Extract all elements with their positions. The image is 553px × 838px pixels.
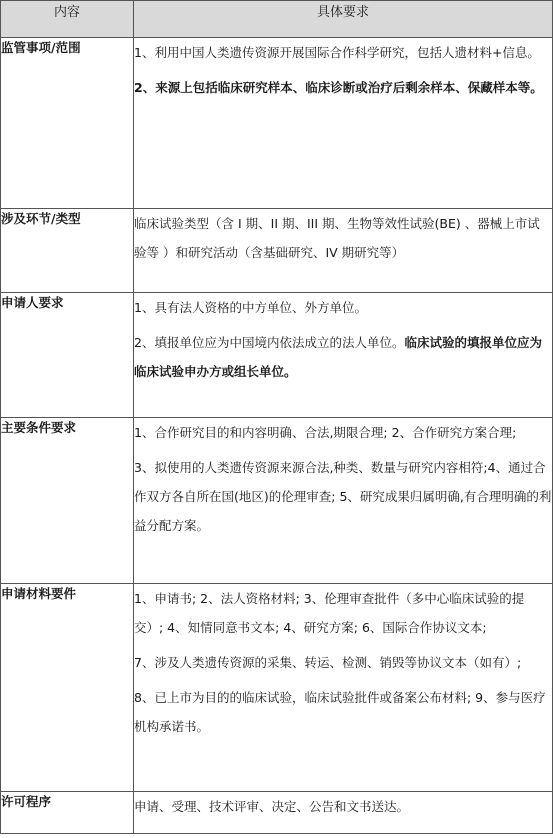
- paragraph-text: 申请、受理、技术评审、决定、公告和文书送达。: [134, 799, 410, 814]
- paragraph: [134, 792, 552, 821]
- table-row: [1, 209, 553, 293]
- paragraph-bold-text: 临床试验的填报单位应为临床试验申办方或组长单位。: [134, 335, 542, 379]
- row-content: [134, 418, 553, 584]
- table-row: [1, 38, 553, 209]
- paragraph-text: 8、已上市为目的的临床试验，临床试验批件或备案公布材料; 9、参与医疗机构承诺书。: [134, 690, 546, 734]
- paragraph-text: 2、填报单位应为中国境内依法成立的法人单位。: [134, 335, 405, 350]
- table-row: [1, 792, 553, 834]
- paragraph: [134, 38, 552, 67]
- table-row: [1, 293, 553, 418]
- paragraph: [134, 209, 552, 267]
- paragraph: [134, 584, 552, 642]
- paragraph: [134, 73, 552, 102]
- row-content: [134, 792, 553, 834]
- row-label: 申请材料要件: [1, 584, 134, 792]
- header-content: 内容: [1, 1, 134, 38]
- table-row: [1, 584, 553, 792]
- table-row: [1, 418, 553, 584]
- row-label: 监管事项/范围: [1, 38, 134, 209]
- paragraph-text: 1、具有法人资格的中方单位、外方单位。: [134, 300, 367, 315]
- paragraph-text: 1、申请书; 2、法人资格材料; 3、伦理审查批件（多中心临床试验的提交）; 4、知情同意书文本; 4、研究方案; 6、国际合作协议文本;: [134, 591, 525, 635]
- paragraph: [134, 418, 552, 447]
- paragraph-text: 临床试验类型（含 I 期、II 期、III 期、生物等效性试验(BE) 、器械上市试验等 ）和研究活动（含基础研究、IV 期研究等）: [134, 216, 540, 260]
- row-label: 主要条件要求: [1, 418, 134, 584]
- row-content: [134, 209, 553, 293]
- header-requirements: 具体要求: [134, 1, 553, 38]
- table-header-row: [1, 1, 553, 38]
- row-content: [134, 584, 553, 792]
- row-label: 申请人要求: [1, 293, 134, 418]
- row-label: 许可程序: [1, 792, 134, 834]
- paragraph: [134, 648, 552, 677]
- paragraph-text: 1、合作研究目的和内容明确、合法,期限合理; 2、合作研究方案合理;: [134, 425, 517, 440]
- paragraph-bold-text: 2、来源上包括临床研究样本、临床诊断或治疗后剩余样本、保藏样本等。: [134, 80, 543, 95]
- paragraph: [134, 293, 552, 322]
- row-label: 涉及环节/类型: [1, 209, 134, 293]
- paragraph: [134, 453, 552, 540]
- paragraph: [134, 328, 552, 386]
- row-content: [134, 293, 553, 418]
- paragraph-text: 1、利用中国人类遗传资源开展国际合作科学研究，包括人遗材料+信息。: [134, 45, 540, 60]
- paragraph-text: 7、涉及人类遗传资源的采集、转运、检测、销毁等协议文本（如有）;: [134, 655, 522, 670]
- row-content: [134, 38, 553, 209]
- paragraph: [134, 683, 552, 741]
- paragraph-text: 3、拟使用的人类遗传资源来源合法,种类、数量与研究内容相符;4、通过合作双方各自所在国(地区)的伦理审查; 5、研究成果归属明确,有合理明确的利益分配方案。: [134, 460, 552, 533]
